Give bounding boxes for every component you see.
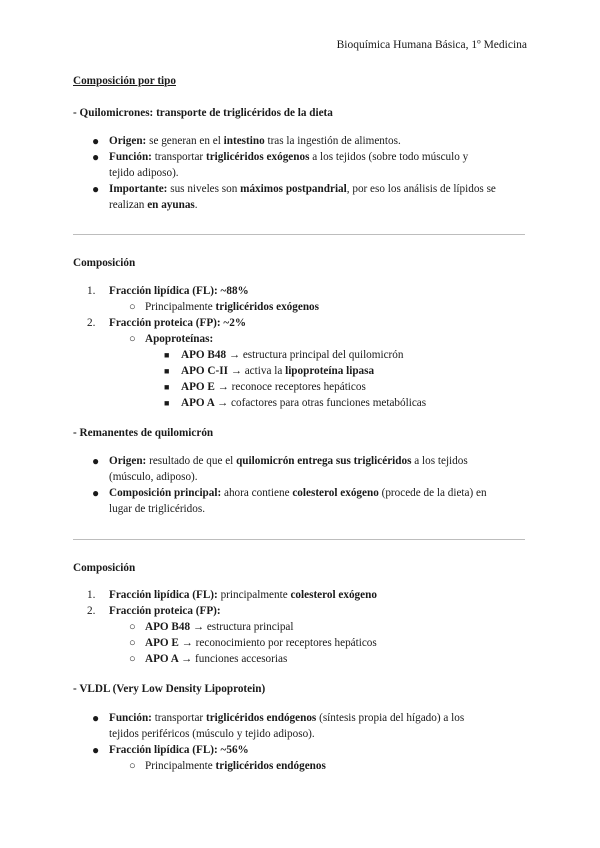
square-bullet-icon: ■: [164, 350, 170, 360]
bullet-icon: ●: [92, 182, 100, 196]
list-item: ● Fracción lipídica (FL): ~56%: [92, 743, 249, 757]
quilomicrones-list: [73, 133, 528, 213]
list-item: 1. Fracción lipídica (FL): principalmente colesterol exógeno: [87, 589, 377, 601]
page-header: Bioquímica Humana Básica, 1º Medicina: [336, 39, 527, 51]
list-item: 2. Fracción proteica (FP): ~2%: [87, 317, 247, 329]
list-item: ○ Principalmente triglicéridos exógenos: [129, 301, 319, 313]
bullet-icon: ●: [92, 486, 100, 500]
vldl-heading: - VLDL (Very Low Density Lipoprotein): [73, 683, 266, 695]
composition-list: [73, 587, 528, 667]
list-item: 2. Fracción proteica (FP):: [87, 605, 221, 617]
list-item: ■ APO B48 → estructura principal del quilomicrón: [164, 349, 404, 361]
bullet-icon: ●: [92, 454, 100, 468]
list-item: ■ APO A → cofactores para otras funciones metabólicas: [164, 397, 427, 409]
remanentes-heading: - Remanentes de quilomicrón: [73, 427, 214, 439]
vldl-list: [73, 710, 528, 774]
circle-bullet-icon: ○: [129, 333, 136, 345]
list-item: ○ APO A → funciones accesorias: [129, 653, 288, 665]
section-title: Composición por tipo: [73, 75, 176, 87]
circle-bullet-icon: ○: [129, 760, 136, 772]
list-item: ■ APO E → reconoce receptores hepáticos: [164, 381, 366, 393]
list-item: ● Composición principal: ahora contiene colesterol exógeno (procede de la dieta) en lugar de triglicéridos.: [92, 486, 487, 515]
list-item: ● Función: transportar triglicéridos exógenos a los tejidos (sobre todo músculo y tejido adiposo).: [92, 150, 469, 179]
list-item: ○ APO E → reconocimiento por receptores hepáticos: [129, 637, 377, 649]
list-item: ● Origen: se generan en el intestino tras la ingestión de alimentos.: [92, 134, 401, 148]
composition-list: [73, 283, 528, 411]
bullet-icon: ●: [92, 711, 100, 725]
composition-heading: Composición: [73, 562, 136, 574]
divider: [73, 539, 525, 540]
list-item: ● Origen: resultado de que el quilomicrón entrega sus triglicéridos a los tejidos (músculo, adiposo).: [92, 454, 468, 483]
list-item: ○ Principalmente triglicéridos endógenos: [129, 760, 326, 772]
list-item: ○ Apoproteínas:: [129, 333, 214, 345]
circle-bullet-icon: ○: [129, 621, 136, 633]
list-item: ● Función: transportar triglicéridos endógenos (síntesis propia del hígado) a los tejidos periféricos (músculo y tejido adiposo).: [92, 711, 465, 740]
quilomicrones-heading: - Quilomicrones: transporte de triglicéridos de la dieta: [73, 107, 333, 119]
bullet-icon: ●: [92, 150, 100, 164]
remanentes-list: [73, 453, 528, 517]
square-bullet-icon: ■: [164, 382, 170, 392]
circle-bullet-icon: ○: [129, 637, 136, 649]
list-item: 1. Fracción lipídica (FL): ~88%: [87, 285, 249, 297]
divider: [73, 234, 525, 235]
composition-heading: Composición: [73, 257, 136, 269]
square-bullet-icon: ■: [164, 398, 170, 408]
bullet-icon: ●: [92, 134, 100, 148]
bullet-icon: ●: [92, 743, 100, 757]
list-item: ○ APO B48 → estructura principal: [129, 621, 294, 633]
circle-bullet-icon: ○: [129, 301, 136, 313]
circle-bullet-icon: ○: [129, 653, 136, 665]
square-bullet-icon: ■: [164, 366, 170, 376]
list-item: ● Importante: sus niveles son máximos postpandrial, por eso los análisis de lípidos se realizan en ayunas.: [92, 182, 496, 211]
list-item: ■ APO C-II → activa la lipoproteína lipasa: [164, 365, 375, 377]
